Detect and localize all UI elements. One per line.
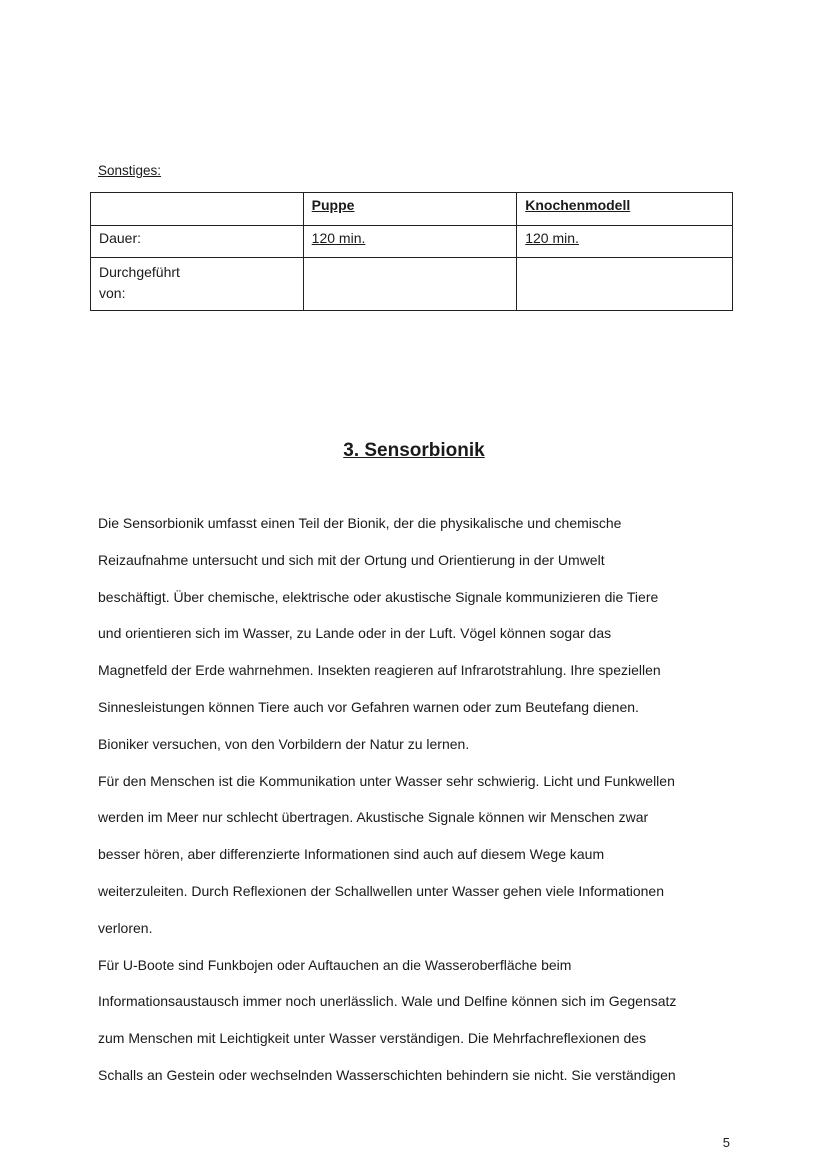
text-line: verloren. [98,919,153,936]
text-line: Die Sensorbionik umfasst einen Teil der Bionik, der die physikalische und chemische [98,515,622,531]
text-line: Informationsaustausch immer noch unerlässlich. Wale und Delfine können sich im Gegensatz [98,993,677,1010]
header-knochenmodell: Knochenmodell [525,197,631,213]
text-line: Für U-Boote sind Funkbojen oder Auftauchen an die Wasseroberfläche beim [98,956,572,973]
text-line: Schalls an Gestein oder wechselnden Wasserschichten behindern sie nicht. Sie verständigen [98,1066,676,1083]
header-puppe: Puppe [311,197,355,213]
text-line: weiterzuleiten. Durch Reflexionen der Schallwellen unter Wasser gehen viele Informationen [98,882,665,899]
table-header-cell [91,193,304,226]
table-cell [303,226,517,258]
table-header-cell [517,193,733,226]
table-row [91,258,733,311]
section-label: Sonstiges: [98,163,162,178]
table-header-row [91,193,733,226]
body-paragraph [98,505,738,1094]
dauer-puppe-value: 120 min. [311,230,366,246]
text-line: Bioniker versuchen, von den Vorbildern der Natur zu lernen. [98,735,470,752]
dauer-knochenmodell-value: 120 min. [525,230,579,246]
text-line: Magnetfeld der Erde wahrnehmen. Insekten reagieren auf Infrarotstrahlung. Ihre speziellen [98,662,661,679]
info-table [90,192,733,311]
text-line: und orientieren sich im Wasser, zu Lande oder in der Luft. Vögel können sogar das [98,625,612,642]
text-line: Sinnesleistungen können Tiere auch vor Gefahren warnen oder zum Beutefang dienen. [98,698,639,715]
text-line: Für den Menschen ist die Kommunikation unter Wasser sehr schwierig. Licht und Funkwellen [98,772,675,789]
text-line: Reizaufnahme untersucht und sich mit der Ortung und Orientierung in der Umwelt [98,551,605,568]
text-line: beschäftigt. Über chemische, elektrische oder akustische Signale kommunizieren die Tiere [98,588,659,605]
page-number: 5 [722,1135,730,1150]
row-label-line: Durchgeführt [99,264,180,280]
row-label-durchgefuehrt [91,258,304,311]
table-cell [517,226,733,258]
section-heading: 3. Sensorbionik [343,440,485,461]
table-header-cell [303,193,517,226]
table-cell-empty [517,258,733,311]
text-line: werden im Meer nur schlecht übertragen. Akustische Signale können wir Menschen zwar [98,809,649,826]
table-row [91,226,733,258]
row-label-line: von: [99,285,126,301]
table-cell-empty [303,258,517,311]
text-line: zum Menschen mit Leichtigkeit unter Wasser verständigen. Die Mehrfachreflexionen des [98,1030,647,1047]
row-label-dauer: Dauer: [91,226,304,258]
text-line: besser hören, aber differenzierte Informationen sind auch auf diesem Wege kaum [98,846,605,863]
